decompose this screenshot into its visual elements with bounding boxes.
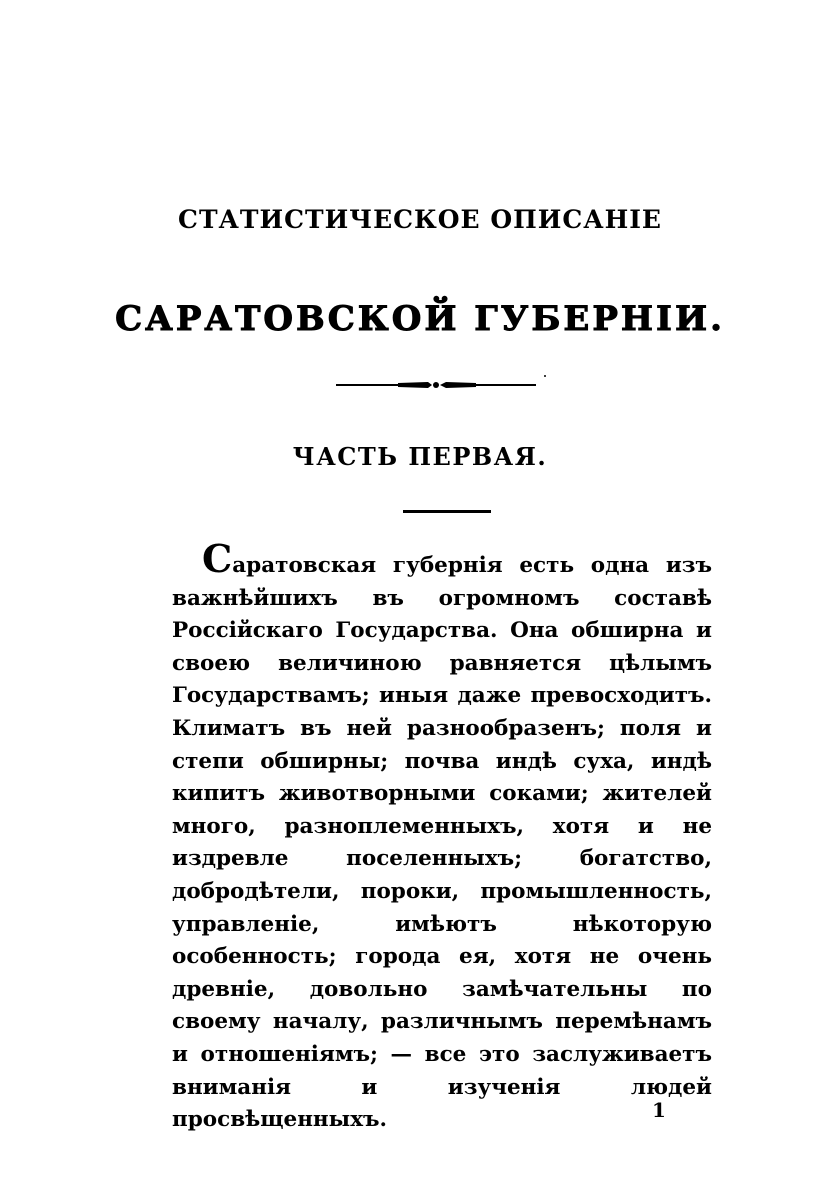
title-line-1: СТАТИСТИЧЕСКОЕ ОПИСАНІЕ bbox=[178, 205, 662, 234]
title-line-2: САРАТОВСКОЙ ГУБЕРНІИ. bbox=[115, 299, 725, 339]
divider-rule bbox=[403, 510, 491, 513]
ornament-divider bbox=[336, 372, 546, 396]
page-number: 1 bbox=[652, 1098, 666, 1122]
body-paragraph bbox=[172, 536, 712, 1137]
part-title: ЧАСТЬ ПЕРВАЯ. bbox=[292, 442, 548, 471]
drop-initial: С bbox=[202, 536, 233, 581]
body-text: аратовская губернія есть одна изъ важнѣйшихъ въ огромномъ составѣ Россійскаго Государства. Она обширна и своею величиною равняется цѣлымъ Государствамъ; иныя даже превосходитъ. Климатъ въ ней разнообразенъ; поля и степи обширны; почва индѣ суха, индѣ кипитъ животворными соками; жителей много, разноплеменныхъ, хотя и не издревле поселенныхъ; богатство, добродѣтели, пороки, промышленность, управленіе, имѣютъ нѣкоторую особенность; города ея, хотя не очень древніе, довольно замѣчательны по своему началу, различнымъ перемѣнамъ и отношеніямъ; — все это заслуживаетъ вниманія и изученія людей просвѣщенныхъ. bbox=[172, 553, 712, 1133]
